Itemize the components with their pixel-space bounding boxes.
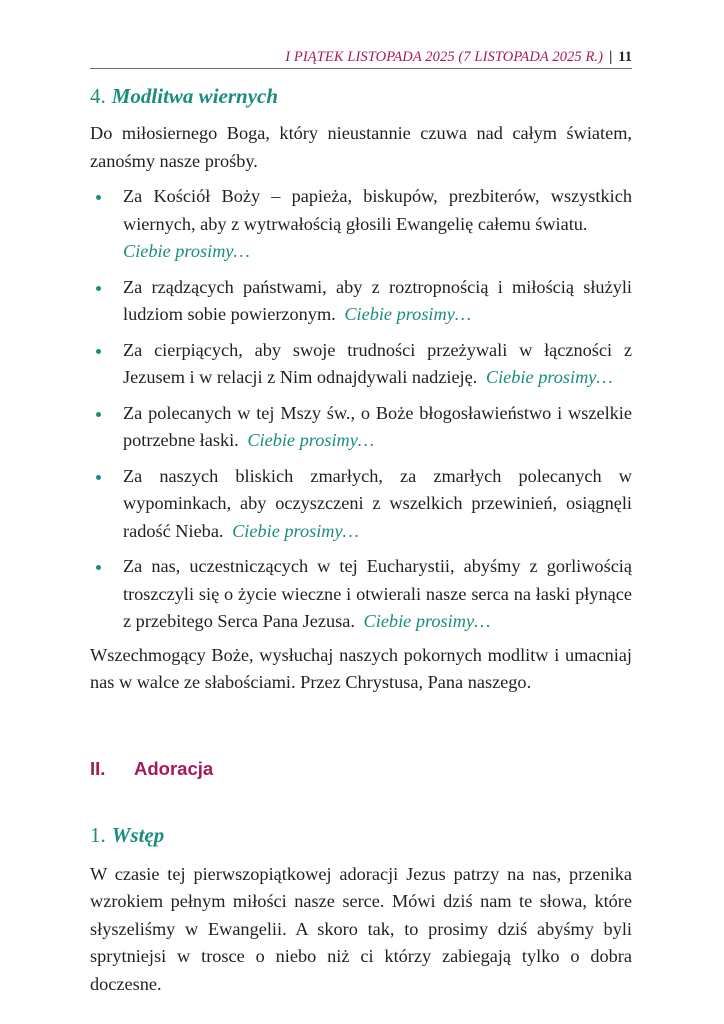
- bullet-icon: [96, 475, 101, 480]
- petition-response: Ciebie prosimy…: [363, 611, 491, 631]
- section-title: Wstęp: [111, 822, 165, 847]
- bullet-icon: [96, 286, 101, 291]
- bullet-icon: [96, 195, 101, 200]
- petition-text: Za Kościół Boży – papieża, biskupów, prezbiterów, wszystkich wiernych, aby z wytrwałością głosili Ewangelię całemu światu.: [123, 186, 632, 234]
- petition-item: [90, 183, 632, 266]
- petition-text: Za cierpiących, aby swoje trudności przeżywali w łączności z Jezusem i w relacji z Nim odnajdywali nadzieję.: [123, 339, 632, 387]
- part-number: II.: [90, 757, 106, 779]
- petition-item: [90, 274, 632, 329]
- petition-text: Za rządzących państwami, aby z roztropnością i miłością służyli ludziom sobie powierzonym.: [123, 276, 632, 324]
- petition-text: Za polecanych w tej Mszy św., o Boże błogosławieństwo i wszelkie potrzebne łaski.: [123, 402, 632, 450]
- petition-item: [90, 553, 632, 636]
- section-title: Modlitwa wiernych: [111, 84, 279, 108]
- section-number: 1.: [90, 822, 106, 847]
- running-head-title: I PIĄTEK LISTOPADA 2025 (7 LISTOPADA 2025 R.): [285, 49, 604, 65]
- part-heading-adoracja: [90, 757, 632, 781]
- petition-response: Ciebie prosimy…: [247, 430, 375, 450]
- part-title: Adoracja: [134, 757, 214, 779]
- petition-text: Za nas, uczestniczących w tej Eucharystii, abyśmy z gorliwością troszczyli się o życie wieczne i otwierali nasze serca na łaski płynące z przebitego Serca Pana Jezusa.: [123, 556, 632, 631]
- petitions-list: [90, 183, 632, 636]
- petition-response: Ciebie prosimy…: [344, 304, 472, 324]
- petition-text: Za naszych bliskich zmarłych, za zmarłych polecanych w wypominkach, aby oczyszczeni z wszelkich przewinień, osiągnęli radość Nieba.: [123, 465, 632, 541]
- petition-item: [90, 463, 632, 546]
- section-number: 4.: [90, 84, 106, 108]
- header-rule: [90, 68, 632, 69]
- bullet-icon: [96, 349, 101, 354]
- section-heading-wstep: [90, 821, 632, 849]
- page-content: [90, 82, 632, 998]
- bullet-icon: [96, 565, 101, 570]
- page-number: 11: [618, 49, 632, 65]
- petition-item: [90, 337, 632, 392]
- petition-response: Ciebie prosimy…: [485, 367, 613, 387]
- petition-item: [90, 400, 632, 455]
- running-head: [90, 48, 632, 70]
- closing-prayer: Wszechmogący Boże, wysłuchaj naszych pokornych modlitw i umacniaj nas w walce ze słabościami. Przez Chrystusa, Pana naszego.: [90, 644, 632, 692]
- bullet-icon: [96, 412, 101, 417]
- running-head-separator: |: [609, 49, 613, 65]
- section-heading-modlitwa-wiernych: [90, 82, 632, 110]
- petition-response: Ciebie prosimy…: [123, 241, 250, 261]
- petition-response: Ciebie prosimy…: [232, 520, 359, 541]
- intro-paragraph: W czasie tej pierwszopiątkowej adoracji Jezus patrzy na nas, przenika wzrokiem pełnym miłości nasze serce. Mówi dziś nam te słowa, które słyszeliśmy w Ewangelii. A skoro tak, to prosimy dziś abyśmy byli sprytniejsi w trosce o niebo niż ci którzy zabiegają tylko o dobra doczesne.: [90, 863, 632, 994]
- petitions-intro: Do miłosiernego Boga, który nieustannie czuwa nad całym światem, zanośmy nasze prośby.: [90, 123, 632, 171]
